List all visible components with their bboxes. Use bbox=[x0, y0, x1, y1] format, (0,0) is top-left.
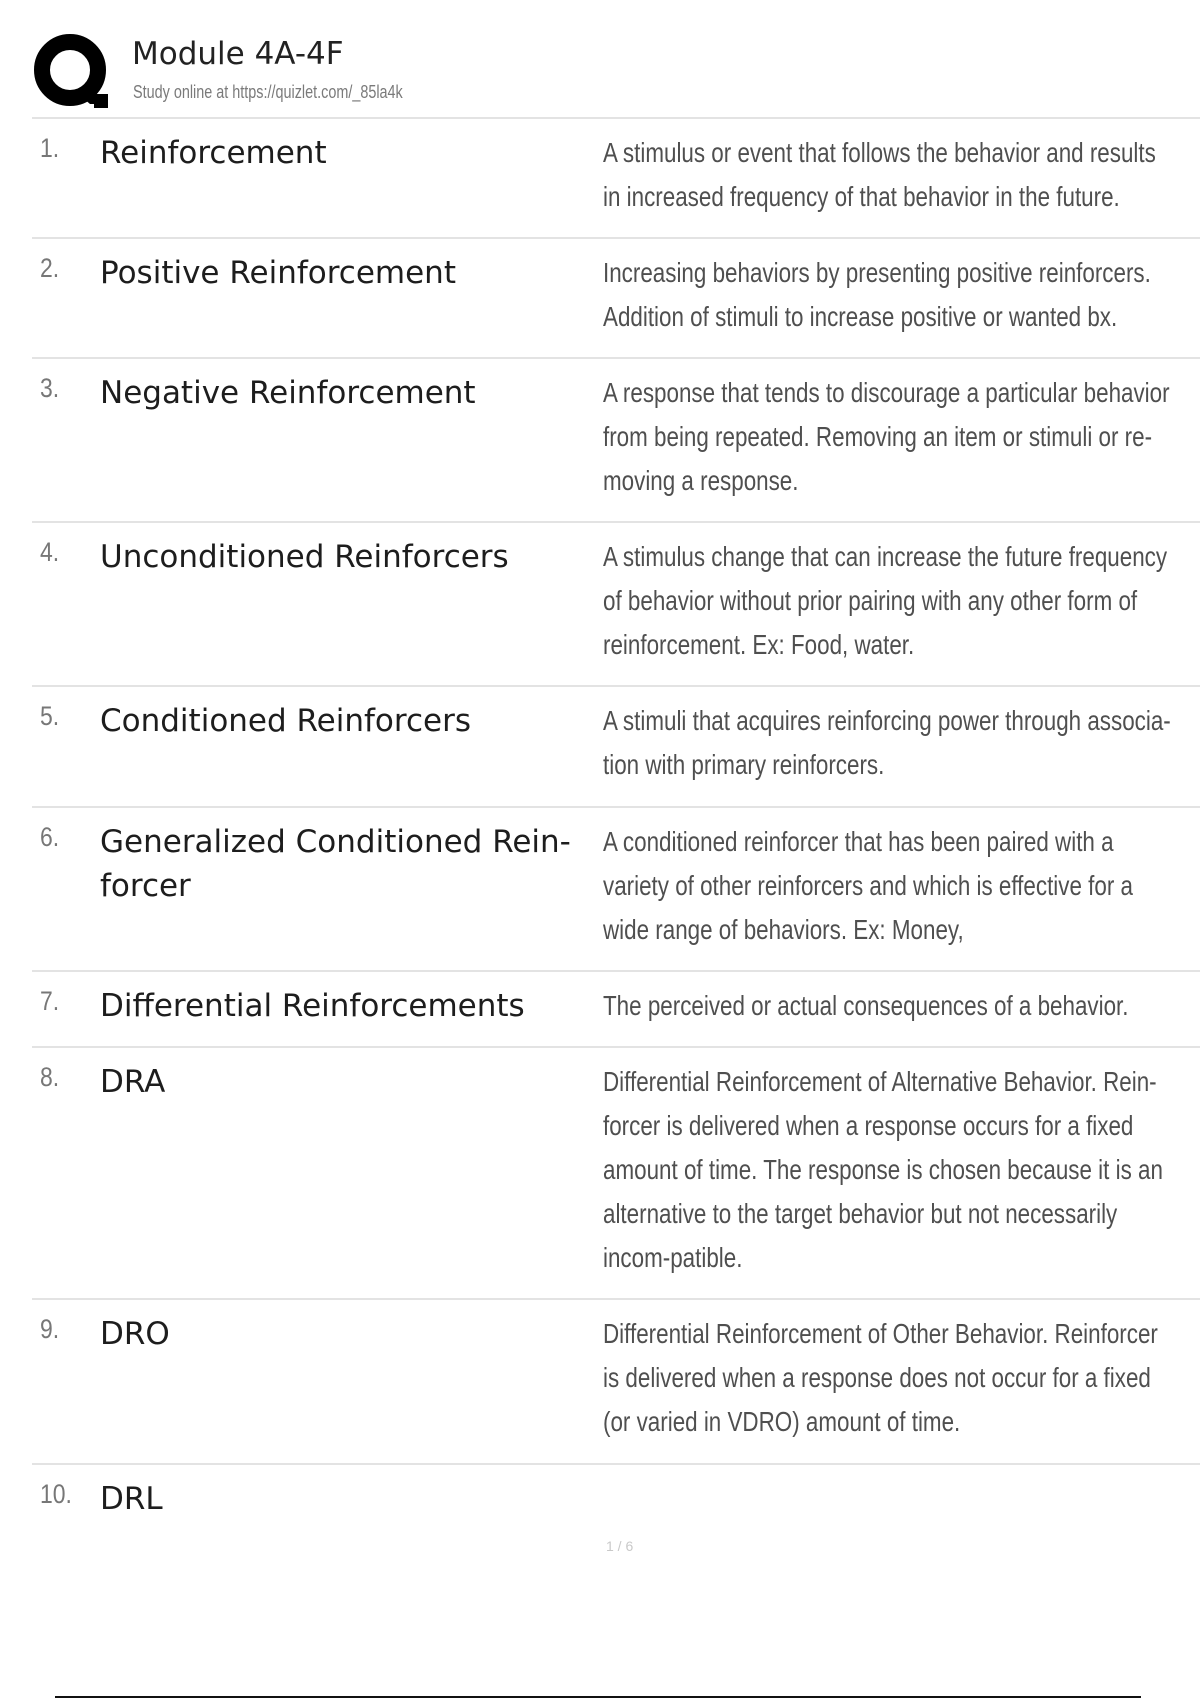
card-term: Generalized Conditioned Rein-forcer bbox=[100, 824, 571, 904]
flashcard-row bbox=[32, 806, 1200, 970]
card-term: Differential Reinforcements bbox=[100, 988, 525, 1024]
flashcard-row bbox=[32, 357, 1200, 521]
card-term: Positive Reinforcement bbox=[100, 255, 456, 291]
quizlet-logo-icon bbox=[32, 32, 112, 112]
card-definition: The perceived or actual consequences of a behavior. bbox=[603, 990, 1129, 1021]
card-number: 6. bbox=[40, 822, 60, 852]
card-term: Negative Reinforcement bbox=[100, 375, 476, 411]
flashcard-row bbox=[32, 237, 1200, 357]
flashcard-row bbox=[32, 970, 1200, 1046]
card-number: 9. bbox=[40, 1314, 60, 1344]
card-term: Conditioned Reinforcers bbox=[100, 703, 471, 739]
page-indicator: 1 / 6 bbox=[606, 1538, 634, 1554]
study-online-link[interactable]: Study online at https://quizlet.com/_85la4k bbox=[133, 82, 403, 102]
card-number: 5. bbox=[40, 701, 60, 731]
document-header bbox=[32, 30, 1200, 116]
card-definition: Differential Reinforcement of Alternative Behavior. Rein-forcer is delivered when a response occurs for a fixed amount of time. The response is chosen because it is an alternative to the target behavior but not necessarily incom-patible. bbox=[603, 1066, 1163, 1273]
card-term: DRA bbox=[100, 1064, 166, 1100]
flashcard-row bbox=[32, 1046, 1200, 1298]
card-number: 1. bbox=[40, 133, 60, 163]
card-term: DRO bbox=[100, 1316, 170, 1352]
card-definition: A conditioned reinforcer that has been paired with a variety of other reinforcers and which is effective for a wide range of behaviors. Ex: Money, bbox=[603, 826, 1133, 945]
card-definition: A stimulus change that can increase the future frequency of behavior without prior pairing with any other form of reinforcement. Ex: Food, water. bbox=[603, 541, 1168, 660]
card-definition: Differential Reinforcement of Other Behavior. Reinforcer is delivered when a response does not occur for a fixed (or varied in VDRO) amount of time. bbox=[603, 1318, 1158, 1437]
card-number: 7. bbox=[40, 986, 60, 1016]
flashcard-list bbox=[32, 117, 1200, 1553]
card-definition: A stimuli that acquires reinforcing power through associa-tion with primary reinforcers. bbox=[603, 705, 1171, 780]
card-number: 10. bbox=[40, 1479, 72, 1509]
card-definition: Increasing behaviors by presenting positive reinforcers. Addition of stimuli to increase positive or wanted bx. bbox=[603, 257, 1151, 332]
footer-divider bbox=[55, 1696, 1141, 1698]
card-number: 8. bbox=[40, 1062, 60, 1092]
flashcard-row bbox=[32, 117, 1200, 237]
card-definition: A response that tends to discourage a particular behavior from being repeated. Removing an item or stimuli or re-moving a response. bbox=[603, 377, 1170, 496]
flashcard-row bbox=[32, 685, 1200, 806]
card-number: 4. bbox=[40, 537, 60, 567]
card-number: 3. bbox=[40, 373, 60, 403]
card-definition: A stimulus or event that follows the behavior and results in increased frequency of that behavior in the future. bbox=[603, 137, 1156, 212]
card-term: Reinforcement bbox=[100, 135, 327, 171]
card-term: DRL bbox=[100, 1481, 163, 1517]
flashcard-row bbox=[32, 1298, 1200, 1463]
card-term: Unconditioned Reinforcers bbox=[100, 539, 509, 575]
document-title: Module 4A-4F bbox=[132, 36, 344, 72]
flashcard-row bbox=[32, 521, 1200, 685]
card-number: 2. bbox=[40, 253, 60, 283]
